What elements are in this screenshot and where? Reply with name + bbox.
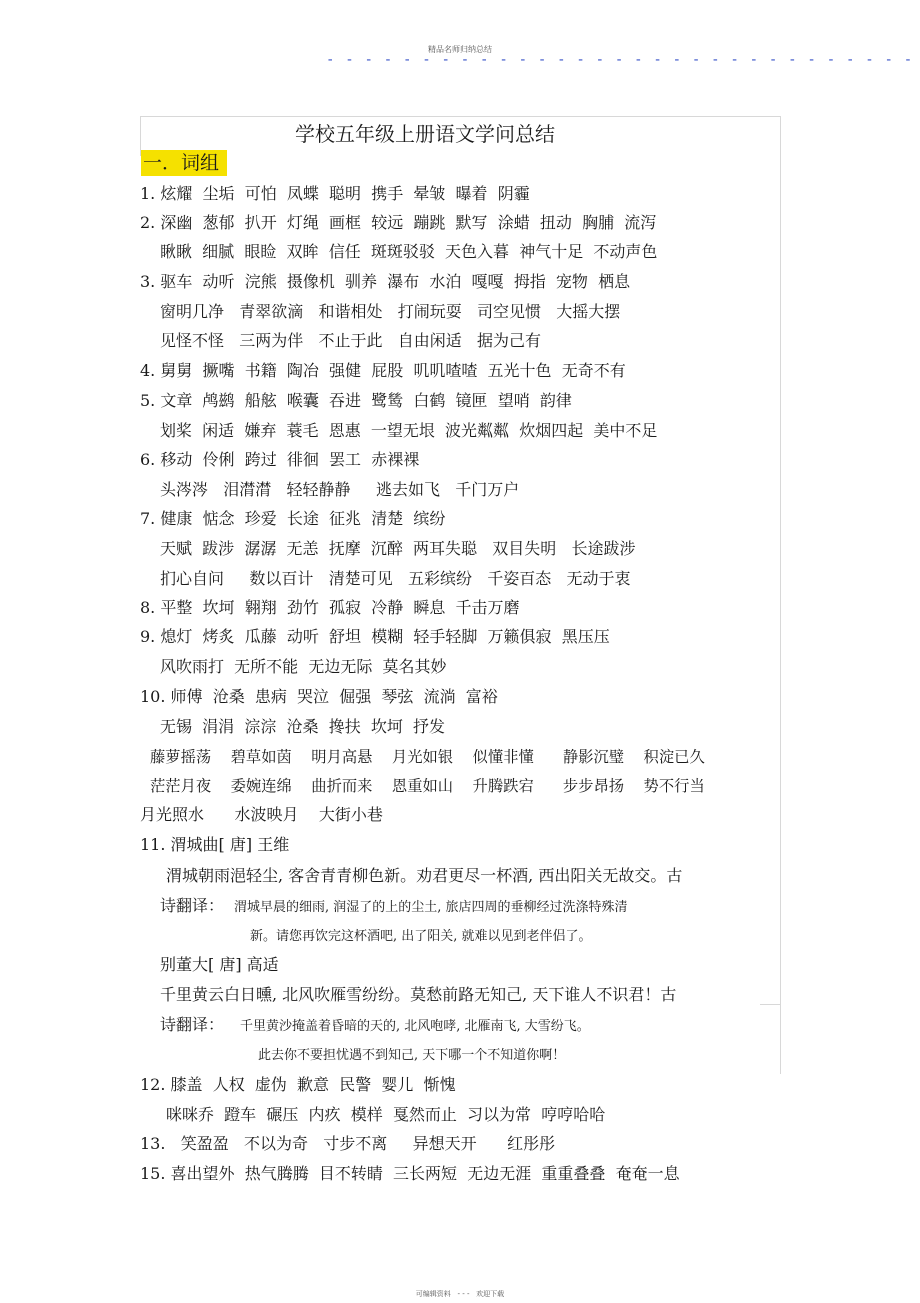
text-line: 天赋 跋涉 潺潺 无恙 抚摩 沉醉 两耳失聪 双目失明 长途跋涉	[160, 539, 636, 558]
header-dash-rule: - - - - - - - - - - - - - - - - - - - - - - - - - - - - - - -	[326, 52, 914, 68]
text-line: 5. 文章 鸬鹚 船舷 喉囊 吞进 鹭鸶 白鹤 镜匣 望哨 韵律	[140, 391, 572, 410]
text-line: 12. 膝盖 人权 虚伪 歉意 民警 婴儿 惭愧	[140, 1075, 456, 1094]
text-line: 咪咪乔 蹬车 碾压 内疚 模样 戛然而止 习以为常 哼哼哈哈	[166, 1105, 606, 1124]
text-line: 头涔涔 泪潸潸 轻轻静静 逃去如飞 千门万户	[160, 480, 520, 499]
text-line: 2. 深幽 葱郁 扒开 灯绳 画框 较远 蹦跳 默写 涂蜡 扭动 胸脯 流泻	[140, 213, 657, 232]
text-line: 15. 喜出望外 热气腾腾 目不转睛 三长两短 无边无涯 重重叠叠 奄奄一息	[140, 1164, 680, 1183]
text-line: 3. 驱车 动听 浣熊 摄像机 驯养 瀑布 水泊 嘎嘎 拇指 宠物 栖息	[140, 272, 631, 291]
poem-text: 渭城朝雨浥轻尘, 客舍青青柳色新。劝君更尽一杯酒, 西出阳关无故交。古	[166, 866, 683, 885]
text-line: 4. 舅舅 撅嘴 书籍 陶冶 强健 屁股 叽叽喳喳 五光十色 无奇不有	[140, 361, 626, 380]
frame-right-border-lower	[780, 1004, 781, 1074]
text-line: 划桨 闲适 嫌弃 蓑毛 恩惠 一望无垠 波光粼粼 炊烟四起 美中不足	[160, 421, 658, 440]
translation-label: 诗翻译：	[160, 896, 225, 915]
text-line: 7. 健康 惦念 珍爱 长途 征兆 清楚 缤纷	[140, 509, 446, 528]
translation-label: 诗翻译：	[160, 1015, 225, 1034]
text-line: 10. 师傅 沧桑 患病 哭泣 倔强 琴弦 流淌 富裕	[140, 687, 498, 706]
text-line: 8. 平整 坎坷 翱翔 劲竹 孤寂 冷静 瞬息 千击万磨	[140, 598, 520, 617]
text-line: 13. 笑盈盈 不以为奇 寸步不离 异想天开 红彤彤	[140, 1134, 556, 1153]
poem-title: 11. 渭城曲[ 唐] 王维	[140, 835, 290, 854]
text-line: 扪心自问 数以百计 清楚可见 五彩缤纷 千姿百态 无动于衷	[160, 569, 631, 588]
poem-title: 别董大[ 唐] 高适	[160, 955, 279, 974]
section-heading: 一．词组	[141, 150, 227, 176]
text-line: 月光照水 水波映月 大街小巷	[140, 805, 383, 824]
footer-note: 可编辑资料 - - - 欢迎下载	[415, 1290, 505, 1298]
text-line: 6. 移动 伶俐 跨过 徘徊 罢工 赤裸裸	[140, 450, 420, 469]
frame-top-border	[140, 116, 780, 117]
text-line: 藤萝摇荡 碧草如茵 明月高悬 月光如银 似懂非懂 静影沉璧 积淀已久	[150, 748, 705, 766]
translation-text: 此去你不要担忧遇不到知己, 天下哪一个不知道你啊！	[258, 1048, 566, 1063]
frame-right-border	[780, 116, 781, 1004]
translation-text: 千里黄沙掩盖着昏暗的天的, 北风咆哮, 北雁南飞, 大雪纷飞。	[240, 1019, 590, 1034]
translation-text: 新。请您再饮完这杯酒吧, 出了阳关, 就难以见到老伴侣了。	[250, 929, 592, 944]
text-line: 见怪不怪 三两为伴 不止于此 自由闲适 据为己有	[160, 331, 542, 350]
text-line: 9. 熄灯 烤炙 瓜藤 动听 舒坦 模糊 轻手轻脚 万籁俱寂 黑压压	[140, 627, 610, 646]
poem-text: 千里黄云白日曛, 北风吹雁雪纷纷。莫愁前路无知己, 天下谁人不识君！古	[160, 985, 677, 1004]
frame-notch-border	[760, 1004, 780, 1005]
text-line: 风吹雨打 无所不能 无边无际 莫名其妙	[160, 657, 447, 676]
text-line: 茫茫月夜 委婉连绵 曲折而来 恩重如山 升腾跌宕 步步昂扬 势不行当	[150, 777, 705, 795]
header-note: 精品名师归纳总结	[428, 45, 492, 54]
text-line: 1. 炫耀 尘垢 可怕 凤蝶 聪明 携手 晕皱 曝着 阴霾	[140, 184, 530, 203]
translation-text: 渭城早晨的细雨, 润湿了的上的尘土, 旅店四周的垂柳经过洗涤特殊清	[234, 900, 628, 915]
text-line: 无锡 涓涓 淙淙 沧桑 搀扶 坎坷 抒发	[160, 717, 446, 736]
text-line: 窗明几净 青翠欲滴 和谐相处 打闹玩耍 司空见惯 大摇大摆	[160, 302, 621, 321]
document-title: 学校五年级上册语文学问总结	[295, 122, 555, 146]
text-line: 瞅瞅 细腻 眼睑 双眸 信任 斑斑驳驳 天色入暮 神气十足 不动声色	[160, 242, 658, 261]
